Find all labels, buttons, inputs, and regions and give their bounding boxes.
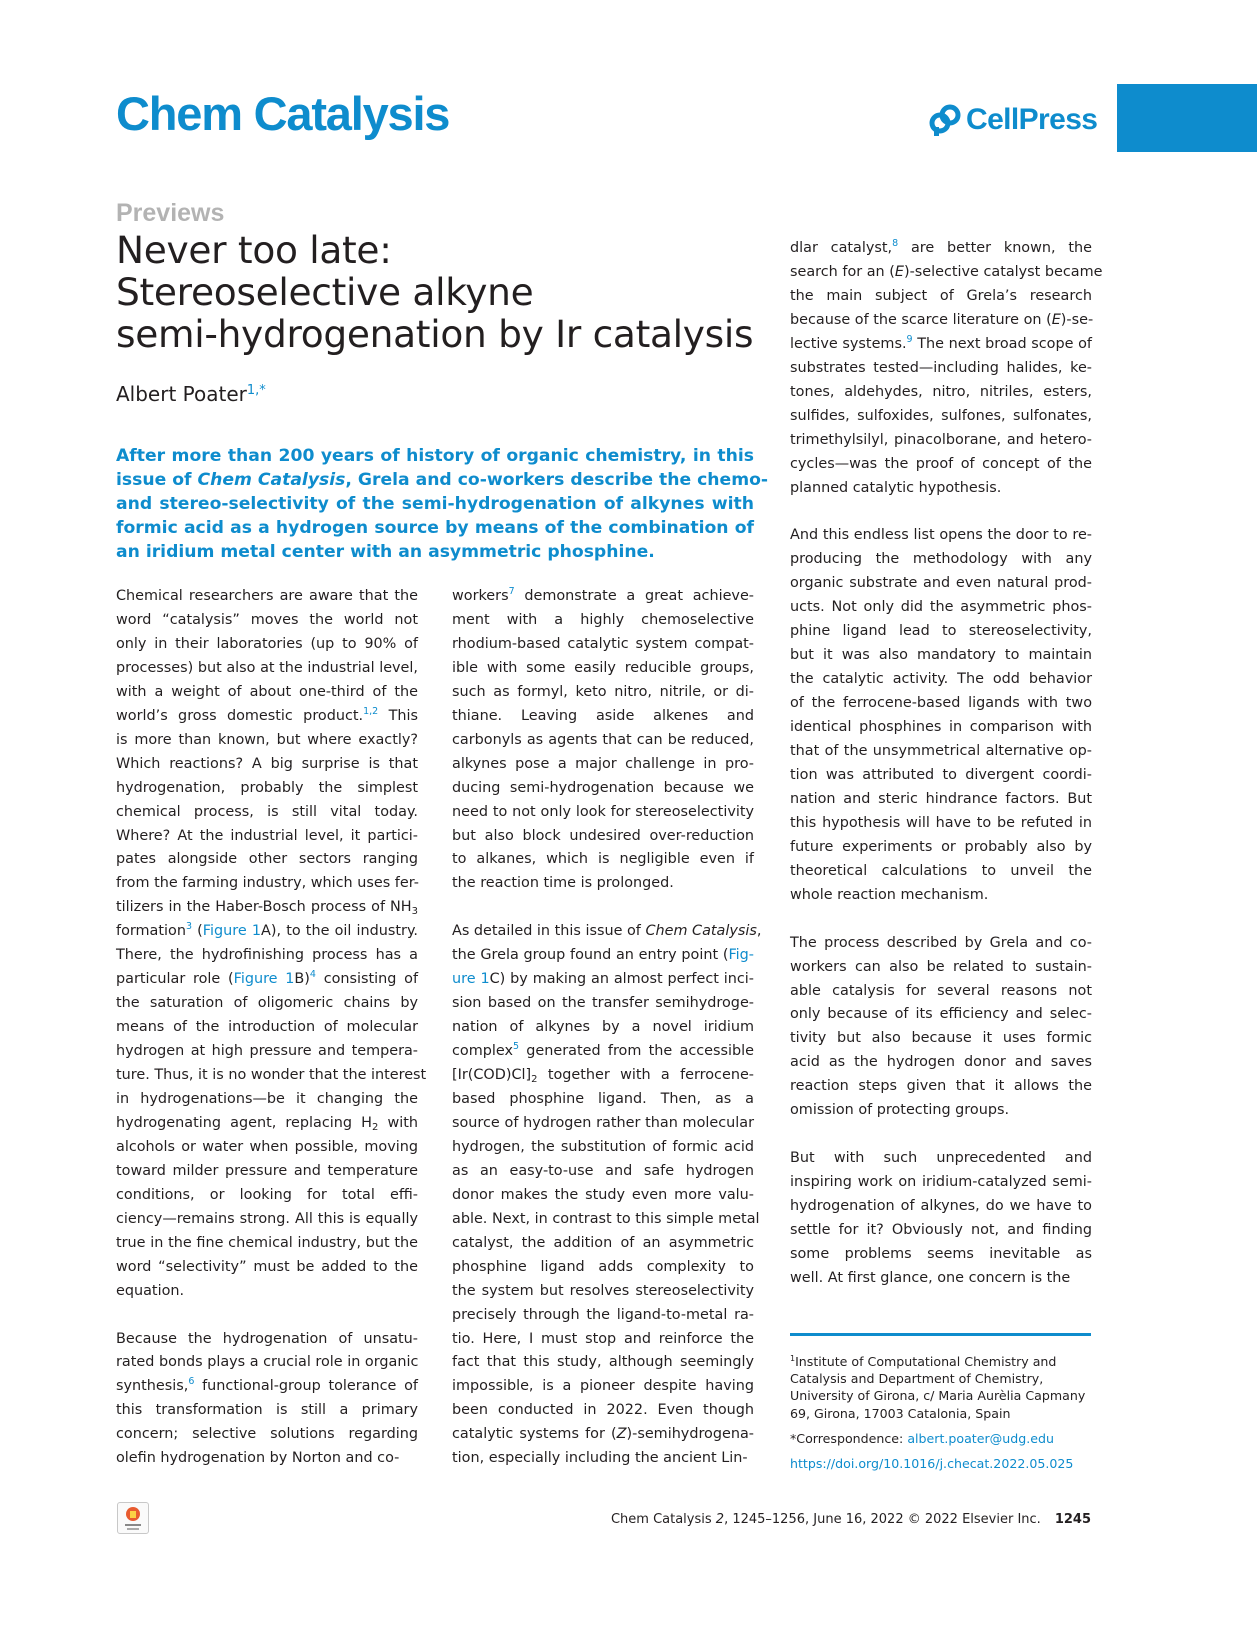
- text-line: world’s gross domestic product.$^{1,2}$ This: [116, 705, 418, 724]
- affiliation: $^1$Institute of Computational Chemistry and Catalysis and Department of Chemistry, University of Girona, c/ Maria Aurèlia Capmany 69, Girona, 17003 Catalonia, Spain: [790, 1354, 1086, 1421]
- text-line: nation of alkynes by a novel iridium: [452, 1019, 754, 1036]
- text-line: omission of protecting groups.: [790, 1102, 1010, 1119]
- text-line: processes) but also at the industrial level,: [116, 659, 418, 676]
- title-line: semi-hydrogenation by Ir catalysis: [116, 312, 754, 356]
- page-footer: [611, 1512, 1091, 1527]
- text-line: There, the hydrofinishing process has a: [116, 947, 418, 964]
- article-summary: [116, 444, 769, 564]
- article-title: [116, 229, 776, 355]
- text-line: word “catalysis” moves the world not: [116, 611, 418, 628]
- text-line: of the ferrocene-based ligands with two: [790, 695, 1092, 712]
- check-for-updates-badge[interactable]: [117, 1502, 149, 1534]
- author-affiliation-marker[interactable]: 1,*: [246, 383, 266, 398]
- body-column-1: [116, 585, 427, 1495]
- text-line: rhodium-based catalytic system compat-: [452, 635, 754, 652]
- text-line: but it was also mandatory to maintain: [790, 647, 1092, 664]
- text-line: the Grela group found an entry point (Fig-: [452, 947, 754, 964]
- publisher-name: CellPress: [966, 103, 1098, 136]
- text-line: As detailed in this issue of Chem Catalysis,: [452, 923, 762, 940]
- text-line: phine ligand lead to stereoselectivity,: [790, 623, 1092, 640]
- text-line: sion based on the transfer semihydroge-: [452, 995, 754, 1012]
- text-line: in hydrogenations—be it changing the: [116, 1091, 418, 1108]
- paragraph: [790, 237, 1103, 500]
- email-link[interactable]: albert.poater@udg.edu: [907, 1430, 1054, 1446]
- text-line: that of the unsymmetrical alternative op-: [790, 743, 1092, 759]
- text-line: trimethylsilyl, pinacolborane, and hetero-: [790, 431, 1092, 448]
- page-number: 1245: [1054, 1512, 1091, 1527]
- doi: [790, 1455, 1100, 1472]
- text-line: pates alongside other sectors ranging: [116, 851, 418, 868]
- text-line: well. At first glance, one concern is the: [790, 1269, 1071, 1286]
- text-line: able catalysis for several reasons not: [790, 982, 1092, 999]
- text-line: tivity but also because it uses formic: [790, 1030, 1092, 1047]
- text-line: this transformation is still a primary: [116, 1402, 418, 1419]
- text-line: Where? At the industrial level, it partici-: [116, 827, 418, 844]
- section-label: Previews: [116, 199, 225, 227]
- text-line: lective systems.$^9$ The next broad scope of: [790, 333, 1092, 352]
- text-line: based phosphine ligand. Then, as a: [452, 1091, 754, 1107]
- body-column-2: [452, 585, 762, 1495]
- doi-link[interactable]: https://doi.org/10.1016/j.checat.2022.05.025: [790, 1456, 1074, 1472]
- text-line: olefin hydrogenation by Norton and co-: [116, 1450, 400, 1467]
- text-line: need to not only look for stereoselectivity: [452, 803, 754, 820]
- text-line: hydrogenating agent, replacing $H_2$ with: [116, 1114, 418, 1133]
- text-line: tion was attributed to divergent coordi-: [790, 766, 1092, 783]
- text-line: workers can also be related to sustain-: [790, 958, 1092, 975]
- text-line: synthesis,$^6$ functional-group tolerance of: [116, 1376, 418, 1395]
- text-line: alkynes pose a major challenge in pro-: [452, 755, 754, 772]
- summary-line: issue of Chem Catalysis, Grela and co-workers describe the chemo-: [116, 470, 769, 490]
- text-line: toward milder pressure and temperature: [116, 1162, 418, 1179]
- summary-line: an iridium metal center with an asymmetric phosphine.: [116, 542, 655, 562]
- text-line: theoretical calculations to unveil the: [790, 862, 1092, 879]
- text-line: workers$^7$ demonstrate a great achieve-: [452, 586, 754, 604]
- text-line: reaction steps given that it allows the: [790, 1078, 1092, 1095]
- text-line: hydrogen at high pressure and tempera-: [116, 1043, 418, 1060]
- text-line: some problems seems inevitable as: [790, 1245, 1092, 1262]
- text-line: equation.: [116, 1282, 185, 1299]
- text-line: tio. Here, I must stop and reinforce the: [452, 1330, 754, 1347]
- text-line: future experiments or probably also by: [790, 838, 1092, 855]
- paragraph: [452, 920, 762, 1471]
- summary-line: formic acid as a hydrogen source by means of the combination of: [116, 518, 754, 538]
- text-line: but also block undesired over-reduction: [452, 827, 754, 844]
- text-line: ciency—remains strong. All this is equally: [116, 1210, 418, 1227]
- text-line: catalytic systems for (Z)-semihydrogena-: [452, 1426, 754, 1443]
- author-name: Albert Poater: [116, 382, 247, 406]
- text-line: ture. Thus, it is no wonder that the interest: [116, 1067, 427, 1084]
- text-line: conditions, or looking for total effi-: [116, 1186, 418, 1203]
- text-line: hydrogen, the substitution of formic acid: [452, 1138, 754, 1155]
- text-line: this hypothesis will have to be refuted in: [790, 814, 1092, 831]
- text-line: to alkanes, which is negligible even if: [452, 851, 754, 868]
- text-line: chemical process, is still vital today.: [116, 803, 418, 820]
- text-line: been conducted in 2022. Even though: [452, 1402, 754, 1419]
- text-line: from the farming industry, which uses fer-: [116, 875, 419, 892]
- journal-title: Chem Catalysis: [116, 87, 450, 140]
- text-line: concern; selective solutions regarding: [116, 1426, 418, 1443]
- paragraph: [116, 585, 427, 1304]
- text-line: producing the methodology with any: [790, 551, 1092, 568]
- text-line: true in the fine chemical industry, but the: [116, 1234, 418, 1251]
- journal-color-tab: [1117, 84, 1257, 152]
- text-line: ment with a highly chemoselective: [452, 611, 754, 628]
- text-line: the system but resolves stereoselectivity: [452, 1282, 754, 1299]
- text-line: nation and steric hindrance factors. But: [790, 790, 1092, 807]
- text-line: only because of its efficiency and selec-: [790, 1006, 1092, 1023]
- text-line: tion, especially including the ancient Lin-: [452, 1450, 748, 1467]
- text-line: substrates tested—including halides, ke-: [790, 359, 1092, 376]
- text-line: hydrogenation, probably the simplest: [116, 779, 418, 796]
- text-line: particular role (Figure 1B)$^4$ consisting of: [116, 969, 419, 988]
- text-line: impossible, is a pioneer despite having: [452, 1378, 754, 1395]
- footer-citation: Chem Catalysis 2, 1245–1256, June 16, 2022 © 2022 Elsevier Inc.: [610, 1512, 1041, 1527]
- text-line: Because the hydrogenation of unsatu-: [116, 1330, 418, 1347]
- text-line: the saturation of oligomeric chains by: [116, 995, 418, 1012]
- text-line: donor makes the study even more valu-: [452, 1186, 754, 1203]
- text-line: catalyst, the addition of an asymmetric: [452, 1234, 754, 1251]
- text-line: whole reaction mechanism.: [790, 886, 989, 903]
- text-line: the reaction time is prolonged.: [452, 875, 674, 892]
- text-line: And this endless list opens the door to re-: [790, 527, 1092, 544]
- text-line: tilizers in the Haber-Bosch process of $NH_3$: [116, 899, 418, 918]
- text-line: planned catalytic hypothesis.: [790, 479, 1002, 496]
- text-line: sulfides, sulfoxides, sulfones, sulfonates,: [790, 407, 1092, 424]
- title-line: Never too late:: [116, 228, 392, 272]
- cellpress-logo[interactable]: [928, 100, 1097, 140]
- text-line: ucts. Not only did the asymmetric phos-: [790, 599, 1092, 616]
- text-line: word “selectivity” must be added to the: [116, 1258, 418, 1275]
- text-line: complex$^5$ generated from the accessible: [452, 1041, 754, 1060]
- footnote-divider: [790, 1333, 1091, 1336]
- text-line: search for an (E)-selective catalyst became: [790, 263, 1103, 280]
- text-line: identical phosphines in comparison with: [790, 719, 1092, 736]
- text-line: cycles—was the proof of concept of the: [790, 455, 1092, 472]
- text-line: the main subject of Grela’s research: [790, 287, 1092, 304]
- text-line: is more than known, but where exactly?: [116, 731, 418, 748]
- text-line: ure 1C) by making an almost perfect inci-: [452, 971, 754, 988]
- text-line: ducing semi-hydrogenation because we: [452, 779, 754, 796]
- text-line: as an easy-to-use and safe hydrogen: [452, 1162, 754, 1179]
- text-line: such as formyl, keto nitro, nitrile, or di-: [452, 683, 754, 700]
- text-line: dlar catalyst,$^8$ are better known, the: [790, 238, 1092, 256]
- text-line: alcohols or water when possible, moving: [116, 1138, 418, 1155]
- paragraph: [790, 932, 1092, 1124]
- text-line: source of hydrogen rather than molecular: [452, 1114, 754, 1131]
- text-line: The process described by Grela and co-: [790, 934, 1092, 951]
- cellpress-mark-icon: [928, 103, 962, 137]
- text-line: formation$^3$ (Figure 1A), to the oil industry.: [116, 921, 418, 940]
- text-line: phosphine ligand adds complexity to: [452, 1258, 754, 1275]
- paragraph: [116, 1328, 418, 1472]
- text-line: only in their laboratories (up to 90% of: [116, 635, 418, 652]
- text-line: precisely through the ligand-to-metal ra-: [452, 1306, 754, 1323]
- text-line: tones, aldehydes, nitro, nitriles, esters,: [790, 383, 1092, 400]
- text-line: organic substrate and even natural prod-: [790, 575, 1092, 592]
- text-line: Which reactions? A big surprise is that: [116, 755, 418, 772]
- body-column-3: [790, 237, 1103, 1315]
- text-line: thiane. Leaving aside alkenes and: [452, 707, 754, 724]
- footnote: [790, 1350, 1100, 1480]
- paragraph: [790, 524, 1092, 907]
- check-for-updates-icon: [118, 1503, 148, 1533]
- author-line: [116, 382, 266, 406]
- text-line: hydrogenation of alkynes, do we have to: [790, 1198, 1092, 1215]
- correspondence: *Correspondence: albert.poater@udg.edu: [790, 1430, 1054, 1446]
- text-line: inspiring work on iridium-catalyzed semi-: [790, 1174, 1092, 1191]
- text-line: the catalytic activity. The odd behavior: [790, 671, 1092, 688]
- text-line: ible with some easily reducible groups,: [452, 659, 754, 676]
- text-line: But with such unprecedented and: [790, 1150, 1092, 1167]
- paragraph: [452, 585, 754, 896]
- text-line: $[Ir(COD)Cl]_2$ together with a ferrocene-: [452, 1067, 754, 1086]
- text-line: settle for it? Obviously not, and finding: [790, 1222, 1092, 1239]
- summary-line: and stereo-selectivity of the semi-hydrogenation of alkynes with: [116, 494, 754, 514]
- title-line: Stereoselective alkyne: [116, 270, 534, 314]
- summary-line: After more than 200 years of history of organic chemistry, in this: [116, 446, 754, 466]
- paragraph: [790, 1147, 1092, 1291]
- text-line: carbonyls as agents that can be reduced,: [452, 731, 754, 748]
- text-line: with a weight of about one-third of the: [116, 683, 418, 700]
- text-line: because of the scarce literature on (E)-se-: [790, 311, 1094, 328]
- text-line: acid as the hydrogen donor and saves: [790, 1054, 1092, 1071]
- text-line: Chemical researchers are aware that the: [116, 588, 418, 604]
- text-line: means of the introduction of molecular: [116, 1019, 418, 1036]
- text-line: able. Next, in contrast to this simple metal: [452, 1210, 760, 1227]
- text-line: rated bonds plays a crucial role in organic: [116, 1354, 419, 1371]
- text-line: fact that this study, although seemingly: [452, 1354, 754, 1371]
